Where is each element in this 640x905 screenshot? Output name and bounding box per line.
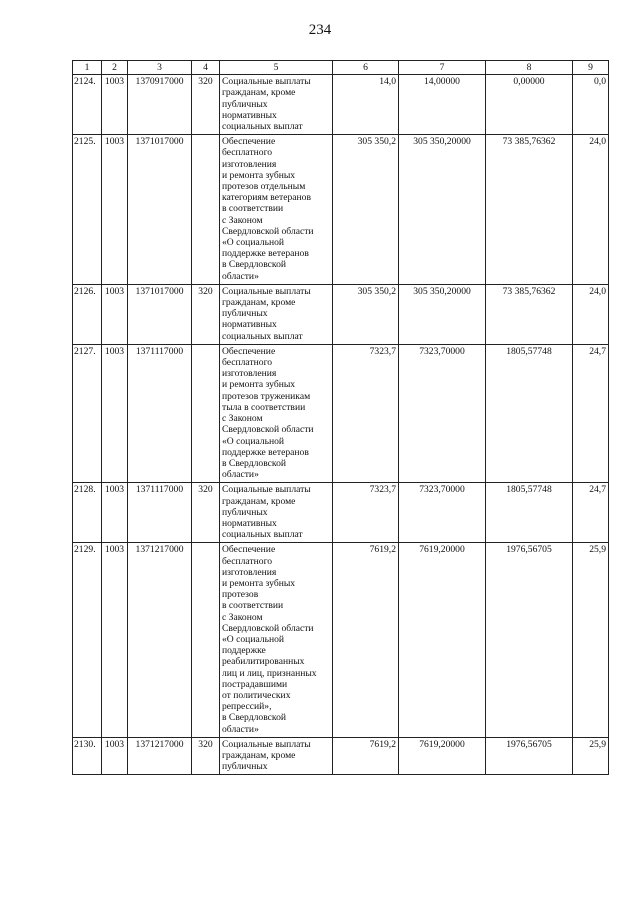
item-name-line: репрессий»,: [222, 701, 272, 713]
header-cell: 2: [102, 61, 128, 75]
executed-amount-cell: 1805,57748: [486, 344, 573, 482]
header-cell: 1: [73, 61, 102, 75]
expense-type-cell: [192, 543, 220, 737]
item-name-line: с Законом: [222, 413, 263, 425]
percent-cell: 25,9: [573, 543, 609, 737]
row-number-cell: 2130.: [73, 737, 102, 775]
item-name-line: бесплатного: [222, 555, 273, 567]
plan-amount-cell: 7619,20000: [399, 543, 486, 737]
plan-amount-cell: 14,00000: [399, 75, 486, 135]
item-name-line: протезов труженикам: [222, 390, 311, 402]
page-number: 234: [308, 22, 332, 38]
item-name-line: «О социальной: [222, 435, 285, 447]
item-name-line: изготовления: [222, 566, 277, 578]
row-number-cell: 2127.: [73, 344, 102, 482]
item-name-line: Социальные выплаты: [222, 738, 311, 750]
item-name-line: в Свердловской: [222, 457, 287, 469]
item-name-line: гражданам, кроме: [222, 495, 296, 507]
target-code-cell: 1371017000: [128, 135, 192, 285]
table-row: [73, 483, 609, 543]
section-code-cell: 1003: [102, 543, 128, 737]
item-name-line: нормативных: [222, 319, 277, 331]
item-name-line: лиц и лиц, признанных: [222, 667, 317, 679]
item-name-cell: [220, 135, 333, 285]
item-name-line: Социальные выплаты: [222, 484, 311, 496]
budget-table: [72, 60, 609, 775]
target-code-cell: 1371117000: [128, 344, 192, 482]
header-cell: 8: [486, 61, 573, 75]
approved-amount-cell: 7323,7: [333, 483, 399, 543]
item-name-line: социальных выплат: [222, 330, 303, 342]
item-name-line: «О социальной: [222, 633, 285, 645]
item-name-line: гражданам, кроме: [222, 749, 296, 761]
table-body: [73, 75, 609, 775]
item-name-line: «О социальной: [222, 237, 285, 249]
percent-cell: 24,0: [573, 135, 609, 285]
plan-amount-cell: 305 350,20000: [399, 135, 486, 285]
percent-cell: 24,0: [573, 284, 609, 344]
item-name-line: в соответствии: [222, 203, 284, 215]
section-code-cell: 1003: [102, 483, 128, 543]
approved-amount-cell: 14,0: [333, 75, 399, 135]
item-name-line: поддержке ветеранов: [222, 446, 309, 458]
row-number-cell: 2129.: [73, 543, 102, 737]
executed-amount-cell: 1805,57748: [486, 483, 573, 543]
item-name-line: публичных: [222, 506, 268, 518]
header-cell: 7: [399, 61, 486, 75]
header-cell: 9: [573, 61, 609, 75]
item-name-line: Свердловской области: [222, 424, 314, 436]
header-cell: 4: [192, 61, 220, 75]
section-code-cell: 1003: [102, 135, 128, 285]
plan-amount-cell: 305 350,20000: [399, 284, 486, 344]
item-name-cell: [220, 483, 333, 543]
item-name-line: Социальные выплаты: [222, 76, 311, 88]
expense-type-cell: 320: [192, 483, 220, 543]
item-name-line: Обеспечение: [222, 544, 276, 556]
item-name-line: изготовления: [222, 158, 277, 170]
executed-amount-cell: 73 385,76362: [486, 284, 573, 344]
approved-amount-cell: 7619,2: [333, 543, 399, 737]
item-name-line: пострадавшими: [222, 678, 288, 690]
percent-cell: 24,7: [573, 344, 609, 482]
item-name-line: гражданам, кроме: [222, 297, 296, 309]
table-row: [73, 135, 609, 285]
item-name-line: области»: [222, 469, 259, 481]
item-name-line: Свердловской области: [222, 225, 314, 237]
item-name-cell: [220, 344, 333, 482]
item-name-line: поддержке ветеранов: [222, 248, 309, 260]
item-name-line: нормативных: [222, 517, 277, 529]
row-number-cell: 2125.: [73, 135, 102, 285]
item-name-line: тыла в соответствии: [222, 401, 306, 413]
table-row: [73, 284, 609, 344]
target-code-cell: 1371017000: [128, 284, 192, 344]
section-code-cell: 1003: [102, 284, 128, 344]
expense-type-cell: 320: [192, 284, 220, 344]
plan-amount-cell: 7619,20000: [399, 737, 486, 775]
item-name-line: реабилитированных: [222, 656, 305, 668]
item-name-line: и ремонта зубных: [222, 577, 296, 589]
item-name-line: в Свердловской: [222, 712, 287, 724]
item-name-line: протезов: [222, 589, 259, 601]
row-number-cell: 2126.: [73, 284, 102, 344]
item-name-line: публичных: [222, 761, 268, 773]
item-name-line: социальных выплат: [222, 121, 303, 133]
item-name-line: гражданам, кроме: [222, 87, 296, 99]
item-name-line: от политических: [222, 689, 291, 701]
table-header-row: [73, 61, 609, 75]
item-name-line: социальных выплат: [222, 529, 303, 541]
item-name-line: категориям ветеранов: [222, 192, 311, 204]
target-code-cell: 1371217000: [128, 737, 192, 775]
item-name-line: области»: [222, 270, 259, 282]
table-row: [73, 543, 609, 737]
section-code-cell: 1003: [102, 344, 128, 482]
executed-amount-cell: 1976,56705: [486, 737, 573, 775]
item-name-line: Социальные выплаты: [222, 285, 311, 297]
table-row: [73, 737, 609, 775]
item-name-cell: [220, 75, 333, 135]
item-name-line: поддержке: [222, 645, 266, 657]
expense-type-cell: [192, 344, 220, 482]
item-name-line: публичных: [222, 308, 268, 320]
item-name-cell: [220, 284, 333, 344]
approved-amount-cell: 305 350,2: [333, 135, 399, 285]
item-name-line: в Свердловской: [222, 259, 287, 271]
header-cell: 5: [220, 61, 333, 75]
percent-cell: 24,7: [573, 483, 609, 543]
header-cell: 3: [128, 61, 192, 75]
row-number-cell: 2124.: [73, 75, 102, 135]
item-name-line: протезов отдельным: [222, 181, 306, 193]
plan-amount-cell: 7323,70000: [399, 483, 486, 543]
approved-amount-cell: 7619,2: [333, 737, 399, 775]
header-cell: 6: [333, 61, 399, 75]
executed-amount-cell: 0,00000: [486, 75, 573, 135]
plan-amount-cell: 7323,70000: [399, 344, 486, 482]
executed-amount-cell: 73 385,76362: [486, 135, 573, 285]
item-name-line: с Законом: [222, 611, 263, 623]
item-name-line: публичных: [222, 98, 268, 110]
item-name-line: и ремонта зубных: [222, 169, 296, 181]
item-name-line: в соответствии: [222, 600, 284, 612]
executed-amount-cell: 1976,56705: [486, 543, 573, 737]
item-name-line: Обеспечение: [222, 345, 276, 357]
item-name-line: Свердловской области: [222, 622, 314, 634]
item-name-line: бесплатного: [222, 357, 273, 369]
percent-cell: 0,0: [573, 75, 609, 135]
item-name-line: нормативных: [222, 109, 277, 121]
approved-amount-cell: 305 350,2: [333, 284, 399, 344]
table-row: [73, 75, 609, 135]
item-name-line: с Законом: [222, 214, 263, 226]
target-code-cell: 1371217000: [128, 543, 192, 737]
row-number-cell: 2128.: [73, 483, 102, 543]
expense-type-cell: 320: [192, 737, 220, 775]
target-code-cell: 1370917000: [128, 75, 192, 135]
table-row: [73, 344, 609, 482]
approved-amount-cell: 7323,7: [333, 344, 399, 482]
expense-type-cell: 320: [192, 75, 220, 135]
expense-type-cell: [192, 135, 220, 285]
target-code-cell: 1371117000: [128, 483, 192, 543]
item-name-line: и ремонта зубных: [222, 379, 296, 391]
percent-cell: 25,9: [573, 737, 609, 775]
item-name-line: бесплатного: [222, 147, 273, 159]
item-name-line: изготовления: [222, 368, 277, 380]
item-name-cell: [220, 543, 333, 737]
item-name-line: области»: [222, 723, 259, 735]
section-code-cell: 1003: [102, 75, 128, 135]
item-name-cell: [220, 737, 333, 775]
item-name-line: Обеспечение: [222, 136, 276, 148]
section-code-cell: 1003: [102, 737, 128, 775]
